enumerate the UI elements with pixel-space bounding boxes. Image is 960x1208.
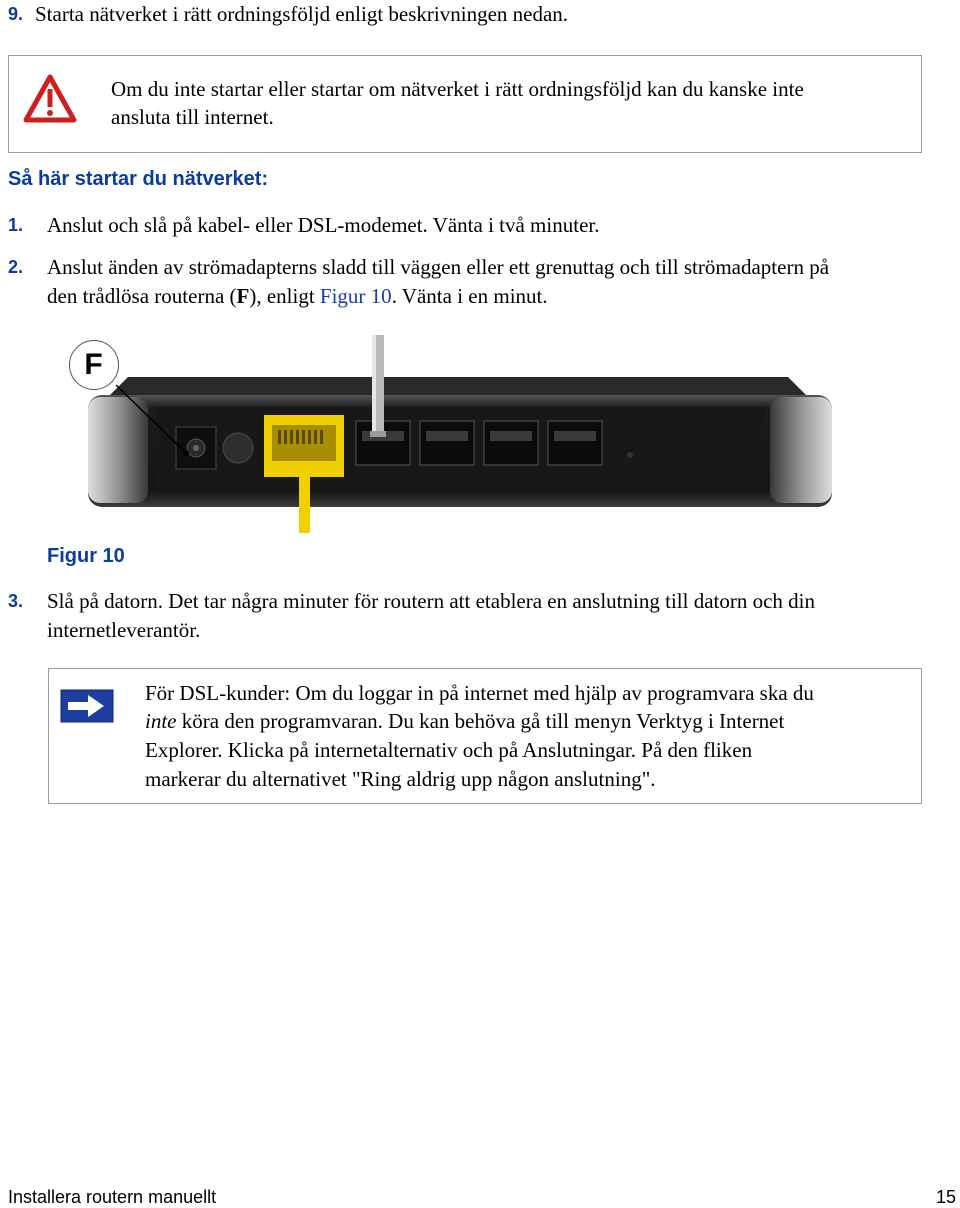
step-number: 1. (8, 215, 24, 235)
emphasis: inte (145, 709, 177, 733)
note-text-line-3: Explorer. Klicka på internetalternativ och på Anslutningar. På den fliken (145, 738, 753, 762)
note-text-line-2: inte köra den programvaran. Du kan behöva gå till menyn Verktyg i Internet (145, 709, 785, 733)
section-heading: Så här startar du nätverket: (8, 168, 269, 190)
warning-text-line-1: Om du inte startar eller startar om nätverket i rätt ordningsföljd kan du kanske inte (111, 77, 804, 101)
step-number: 2. (8, 257, 24, 277)
figure-callout-circle (69, 340, 119, 390)
step-text-line-2: internetleverantör. (47, 618, 201, 642)
warning-box (8, 55, 922, 153)
footer-title: Installera routern manuellt (8, 1187, 217, 1207)
arrow-right-icon (60, 689, 114, 723)
warning-triangle-icon (23, 74, 77, 124)
figure-link[interactable]: Figur 10 (319, 284, 392, 308)
router-rear-panel-image (68, 335, 848, 533)
note-text-line-1: För DSL-kunder: Om du loggar in på internet med hjälp av programvara ska du (145, 681, 814, 705)
step-number: 3. (8, 591, 24, 611)
step-text: Anslut och slå på kabel- eller DSL-modemet. Vänta i två minuter. (47, 213, 600, 237)
step-number: 9. (8, 4, 24, 24)
page-number: 15 (935, 1187, 956, 1207)
step-text-line-1: Anslut änden av strömadapterns sladd till väggen eller ett grenuttag och till strömadaptern på (47, 255, 830, 279)
note-text-line-4: markerar du alternativet "Ring aldrig upp någon anslutning". (145, 767, 656, 791)
figure-caption: Figur 10 (47, 545, 125, 567)
step-text: Starta nätverket i rätt ordningsföljd enligt beskrivningen nedan. (35, 2, 569, 26)
note-box (48, 668, 922, 804)
step-text-line-2: den trådlösa routerna (F), enligt Figur 10. Vänta i en minut. (47, 284, 548, 308)
callout-reference: F (236, 284, 250, 308)
step-text-line-1: Slå på datorn. Det tar några minuter för routern att etablera en anslutning till datorn och din (47, 589, 815, 613)
figure-callout-label: F (84, 348, 103, 381)
warning-text-line-2: ansluta till internet. (111, 105, 274, 129)
